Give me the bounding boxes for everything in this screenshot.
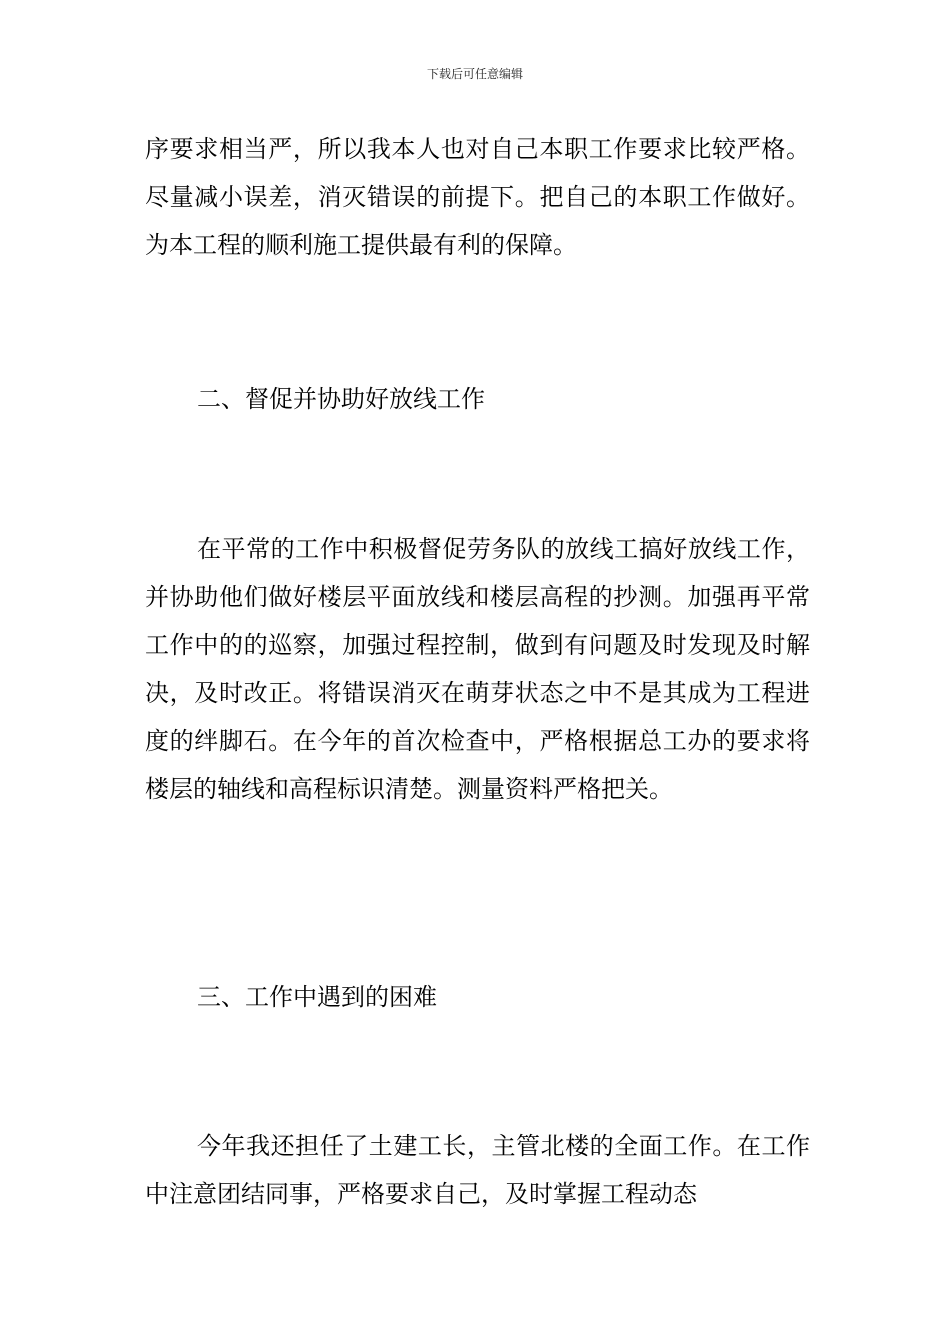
section-heading-2: 二、督促并协助好放线工作 xyxy=(197,385,485,413)
section-heading-3: 三、工作中遇到的困难 xyxy=(197,983,437,1011)
page-header: 下载后可任意编辑 xyxy=(426,67,523,81)
paragraph-difficulties: 今年我还担任了土建工长，主管北楼的全面工作。在工作中注意团结同事，严格要求自己，及时掌握工程动态 xyxy=(145,1132,810,1208)
paragraph-continued: 序要求相当严，所以我本人也对自己本职工作要求比较严格。尽量减小误差，消灭错误的前提下。把自己的本职工作做好。为本工程的顺利施工提供最有利的保障。 xyxy=(145,135,810,259)
paragraph-layout-work: 在平常的工作中积极督促劳务队的放线工搞好放线工作，并协助他们做好楼层平面放线和楼层高程的抄测。加强再平常工作中的的巡察，加强过程控制，做到有问题及时发现及时解决，及时改正。将错误消灭在萌芽状态之中不是其成为工程进度的绊脚石。在今年的首次检查中，严格根据总工办的要求将楼层的轴线和高程标识清楚。测量资料严格把关。 xyxy=(145,535,810,803)
